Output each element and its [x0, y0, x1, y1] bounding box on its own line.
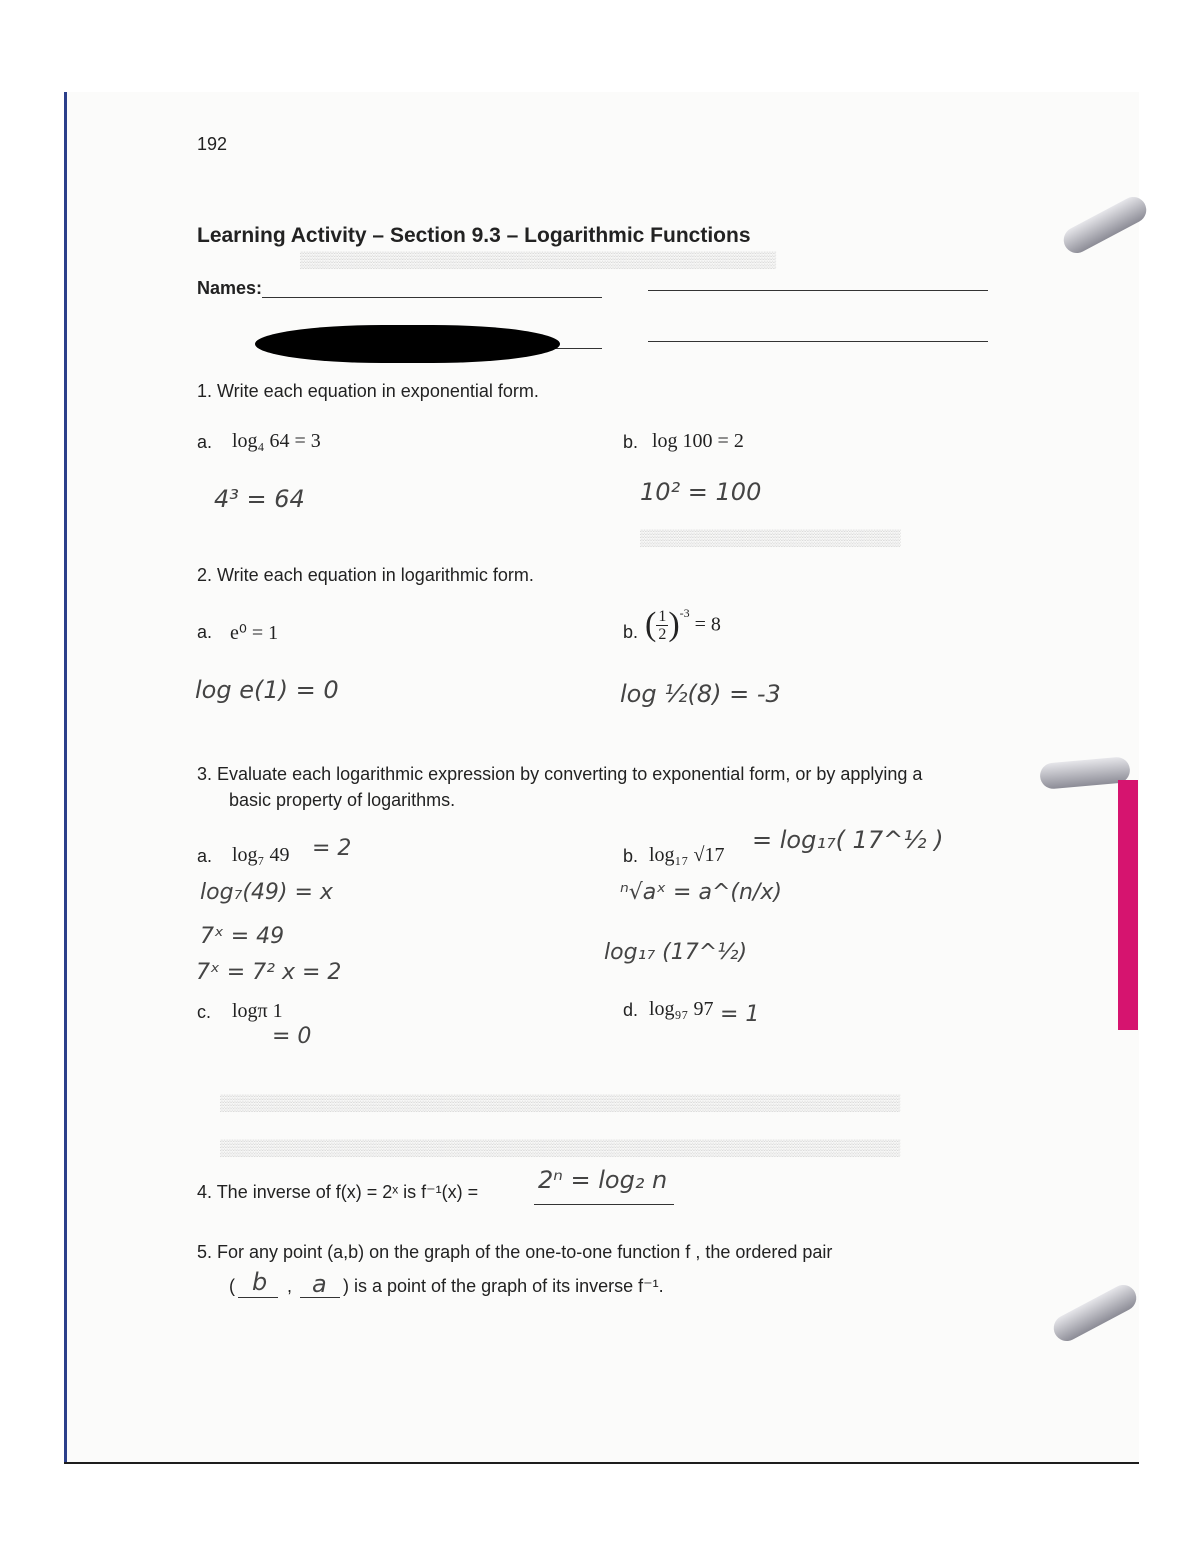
name-line-4[interactable] [648, 341, 988, 342]
question-5-line1: 5. For any point (a,b) on the graph of the one-to-one function f , the ordered pair [197, 1242, 833, 1262]
bleed-through-text: ▒▒▒▒▒▒▒▒▒▒▒▒▒▒▒▒▒▒▒▒▒▒▒▒▒▒▒▒▒▒▒▒▒▒▒▒▒▒▒▒▒▒ [300, 252, 777, 269]
names-label: Names: [197, 278, 263, 298]
q1b-handwritten-answer: 10² = 100 [640, 478, 762, 506]
q3a-handwritten-step2: 7ˣ = 49 [200, 924, 285, 949]
q2b-handwritten-answer: log ½(8) = -3 [620, 680, 781, 708]
question-3-prompt-line1: 3. Evaluate each logarithmic expression by converting to exponential form, or by applying a [197, 764, 923, 784]
q4-handwritten-answer: 2ⁿ = log₂ n [538, 1166, 668, 1194]
q3a-label: a. [197, 846, 213, 866]
q2b-exponent: -3 [679, 606, 690, 620]
question-1-prompt: 1. Write each equation in exponential form. [197, 381, 539, 401]
q3b-expression: log₁₇ √17 [649, 844, 725, 866]
q2a-label: a. [197, 622, 213, 642]
q3a-expression: log₇ 49 [232, 844, 290, 866]
q3a-handwritten-result: = 2 [312, 836, 352, 861]
q2b-expression: ( $\frac{1}{2}$ )$^{-3}$ = 8 [645, 606, 721, 643]
page-title: Learning Activity – Section 9.3 – Logarithmic Functions [197, 224, 751, 247]
q4-answer-line[interactable] [534, 1204, 674, 1205]
q3d-handwritten-answer: = 1 [720, 1002, 760, 1027]
q2b-fraction-denominator: 2 [658, 625, 667, 643]
q2a-expression: e⁰ = 1 [230, 622, 279, 644]
q2b-label: b. [623, 622, 639, 642]
q2b-rhs: = 8 [694, 613, 721, 636]
q3d-expression: log₉₇ 97 [649, 998, 714, 1020]
q5-handwritten-b: b [252, 1268, 268, 1296]
q1b-expression: log 100 = 2 [652, 430, 744, 452]
name-line-2[interactable] [648, 290, 988, 291]
q1b-label: b. [623, 432, 639, 452]
q3b-label: b. [623, 846, 639, 866]
question-5-line2: ) is a point of the graph of its inverse f⁻¹. [343, 1276, 664, 1296]
q3c-handwritten-answer: = 0 [272, 1024, 312, 1049]
bleed-through-text: ▒▒▒▒▒▒▒▒▒▒▒▒▒▒▒▒▒▒▒▒▒▒▒▒▒▒▒▒▒▒▒▒▒▒▒▒▒▒▒▒▒▒▒▒▒▒▒▒▒▒▒▒▒▒▒▒▒▒▒▒ [220, 1095, 901, 1112]
bleed-through-text: ▒▒▒▒▒▒▒▒▒▒▒▒▒▒▒▒▒▒▒▒▒▒▒ [640, 530, 901, 547]
q5-handwritten-a: a [312, 1270, 327, 1298]
q3c-label: c. [197, 1002, 212, 1022]
page-number: 192 [197, 134, 228, 154]
redaction-mark [255, 325, 560, 363]
q5-pair-open: ( [229, 1276, 235, 1296]
question-3-prompt-line2: basic property of logarithms. [229, 790, 456, 810]
q2b-fraction-numerator: 1 [658, 607, 667, 625]
q3c-expression: logπ 1 [232, 1000, 283, 1022]
q3a-handwritten-step1: log₇(49) = x [200, 880, 333, 905]
q3b-handwritten-rewrite: = log₁₇( 17^½ ) [752, 826, 944, 854]
bleed-through-text: ▒▒▒▒▒▒▒▒▒▒▒▒▒▒▒▒▒▒▒▒▒▒▒▒▒▒▒▒▒▒▒▒▒▒▒▒▒▒▒▒▒▒▒▒▒▒▒▒▒▒▒▒▒▒▒▒▒▒▒▒ [220, 1140, 901, 1157]
q1a-expression: log₄ 64 = 3 [232, 430, 321, 452]
q5-pair-comma: , [287, 1276, 293, 1296]
q3a-handwritten-step3: 7ˣ = 7² x = 2 [196, 960, 342, 985]
q3b-handwritten-step: log₁₇ (17^½) [604, 940, 748, 965]
q1a-label: a. [197, 432, 213, 452]
question-2-prompt: 2. Write each equation in logarithmic form. [197, 565, 534, 585]
q3d-label: d. [623, 1000, 639, 1020]
q1a-handwritten-answer: 4³ = 64 [214, 485, 305, 513]
question-4-prompt: 4. The inverse of f(x) = 2ˣ is f⁻¹(x) = [197, 1182, 479, 1202]
name-line-1[interactable] [262, 297, 602, 298]
q5-first-blank[interactable] [238, 1297, 278, 1298]
q3b-handwritten-rule: ⁿ√aˣ = a^(n/x) [620, 880, 782, 905]
pink-divider-tab [1118, 780, 1138, 1030]
q2a-handwritten-answer: log e(1) = 0 [195, 676, 339, 704]
